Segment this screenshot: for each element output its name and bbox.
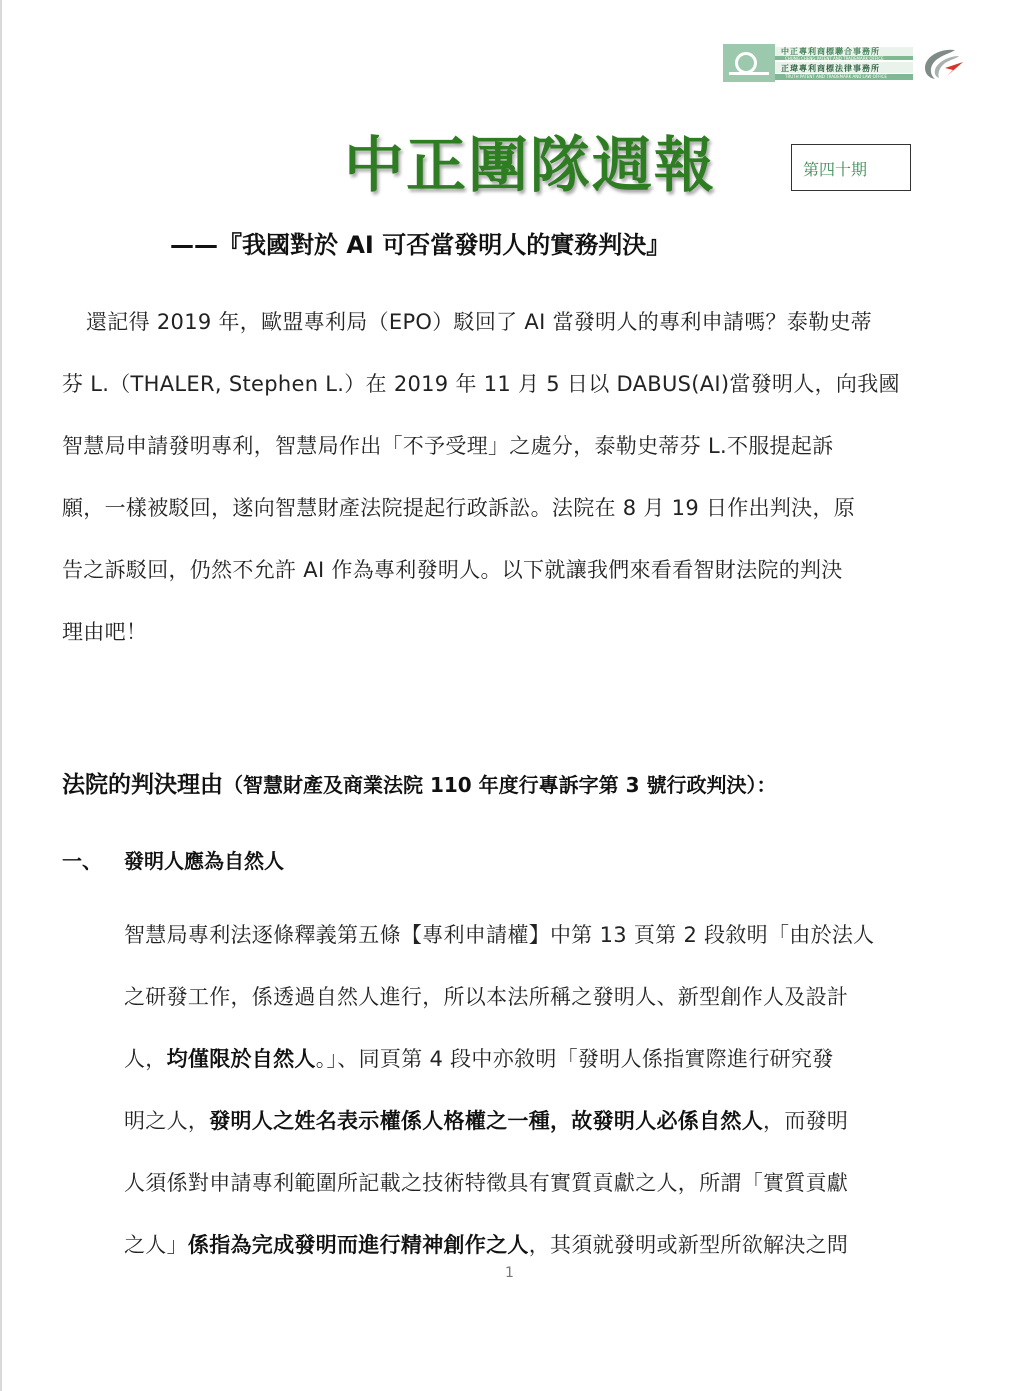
body-line-1: 智慧局專利法逐條釋義第五條【專利申請權】中第 13 頁第 2 段敘明「由於法人 <box>124 923 875 947</box>
body-line-4-bold: 發明人之姓名表示權係人格權之一種，故發明人必係自然人 <box>209 1109 764 1133</box>
firm-logo <box>723 44 963 84</box>
body-line-6 <box>124 1229 964 1259</box>
body-line-6-a: 之人」 <box>124 1233 188 1257</box>
intro-line-3: 智慧局申請發明專利，智慧局作出「不予受理」之處分，泰勒史蒂芬 L.不服提起訴 <box>62 434 834 458</box>
body-line-2: 之研發工作，係透過自然人進行，所以本法所稱之發明人、新型創作人及設計 <box>124 985 849 1009</box>
intro-line-1: 還記得 2019 年，歐盟專利局（EPO）駁回了 AI 當發明人的專利申請嗎？泰勒史蒂 <box>86 310 873 334</box>
swoosh-icon <box>919 46 963 82</box>
logo-emblem-icon <box>723 44 775 82</box>
section-heading-title: 法院的判決理由 <box>62 772 223 798</box>
body-line-3 <box>124 1043 964 1073</box>
page-number: 1 <box>505 1265 514 1281</box>
body-line-4-a: 明之人， <box>124 1109 210 1133</box>
body-line-3-a: 人， <box>124 1047 167 1071</box>
logo-firm-name-en-1: CHUNG CHENG PATENT AND TRADEMARK OFFICE <box>785 56 884 61</box>
newsletter-title: 中正團隊週報 <box>344 131 716 201</box>
body-line-4-c: ，而發明 <box>763 1109 849 1133</box>
body-line-3-bold: 均僅限於自然人 <box>166 1047 316 1071</box>
intro-line-6: 理由吧！ <box>62 620 148 644</box>
intro-line-4: 願，一樣被駁回，遂向智慧財產法院提起行政訴訟。法院在 8 月 19 日作出判決，原 <box>62 496 856 520</box>
issue-number-box: 第四十期 <box>791 144 911 191</box>
logo-firm-name-2: 正瑋專利商標法律事務所 <box>781 64 880 73</box>
body-line-6-c: ，其須就發明或新型所欲解決之問 <box>528 1233 849 1257</box>
body-line-3-c: 。」、同頁第 4 段中亦敘明「發明人係指實際進行研究發 <box>315 1047 834 1071</box>
body-line-4 <box>124 1105 964 1135</box>
intro-line-5: 告之訴駁回，仍然不允許 AI 作為專利發明人。以下就讓我們來看看智財法院的判決 <box>62 558 843 582</box>
logo-firm-name-en-2: TRUTH PATENT AND TRADEMARK AND LAW OFFICE <box>785 74 887 79</box>
body-line-5: 人須係對申請專利範圍所記載之技術特徵具有實質貢獻之人，所謂「實質貢獻 <box>124 1171 849 1195</box>
section-heading <box>62 766 777 799</box>
logo-firm-name-1: 中正專利商標聯合事務所 <box>781 47 880 56</box>
newsletter-subtitle: ——『我國對於 AI 可否當發明人的實務判決』 <box>170 231 671 259</box>
body-line-6-bold: 係指為完成發明而進行精神創作之人 <box>187 1233 529 1257</box>
point-number: 一、 <box>62 849 102 873</box>
page-left-edge <box>0 0 2 1391</box>
point-title: 發明人應為自然人 <box>124 849 284 873</box>
section-heading-note: （智慧財產及商業法院 110 年度行專訴字第 3 號行政判決）： <box>223 773 777 797</box>
intro-line-2: 芬 L.（THALER, Stephen L.）在 2019 年 11 月 5 日以 DABUS(AI)當發明人，向我國 <box>62 372 900 396</box>
